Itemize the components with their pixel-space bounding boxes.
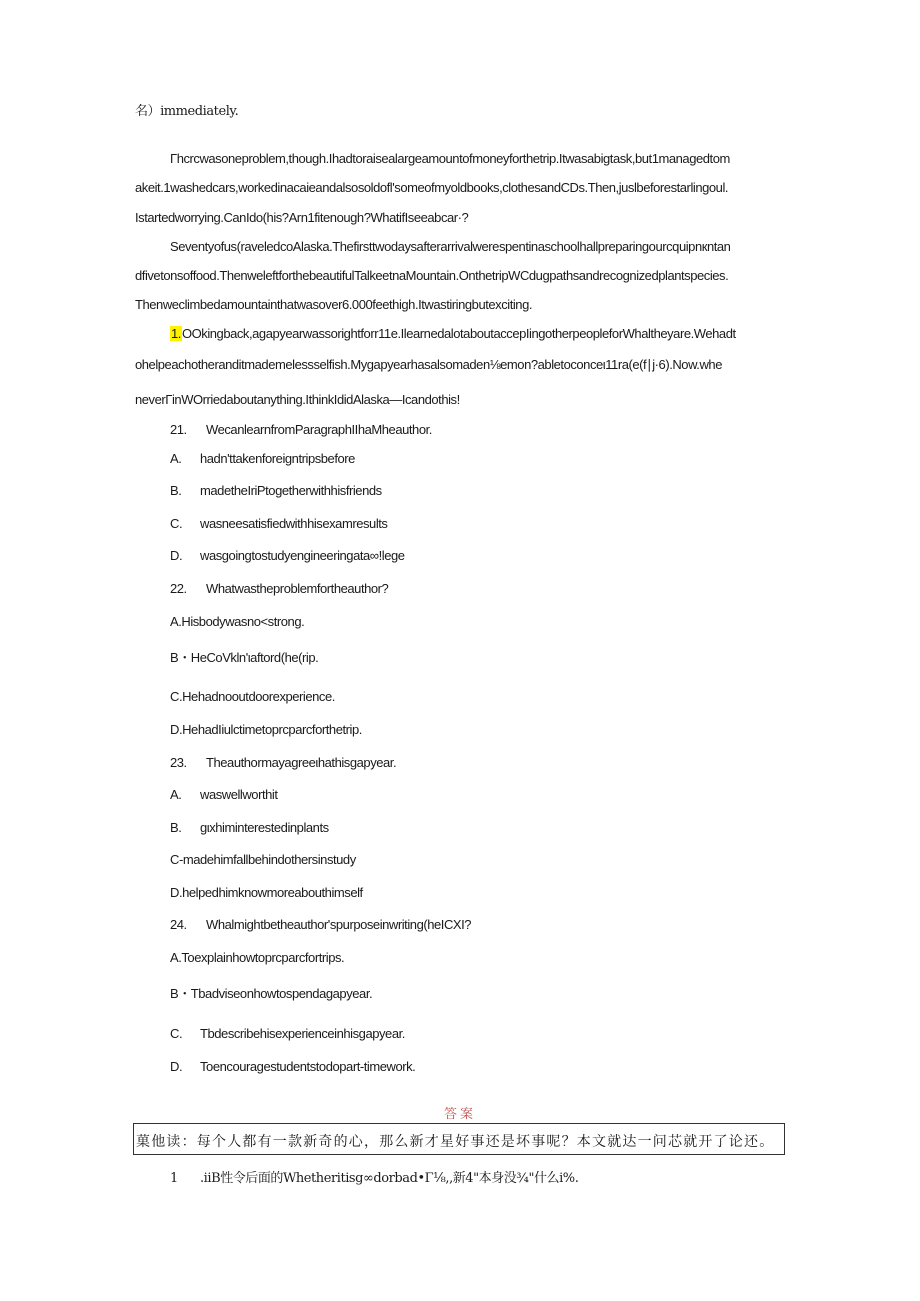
q21-option-b-letter: B. [170,483,182,498]
q23-option-b-text: gιxhiminterestedinplants [200,820,329,835]
para4-line3: neverΓinWOrriedaboutanything.IthinkIdidAlaska—Icandothis! [135,392,460,407]
q24-option-d-text: Toencouragestudentstodopart-timework. [200,1059,416,1074]
answer-item-1-number: 1 [170,1171,178,1186]
q22-option-c: C.Hehadnooutdoorexperience. [170,689,335,704]
q23-option-b [170,820,329,836]
q21-option-d-letter: D. [170,548,183,563]
question-22-stem [170,581,388,597]
q24-option-b: B・Tbadviseonhowtospendagapyear. [170,986,373,1001]
q21-option-b [170,483,382,499]
q24-option-d [170,1059,415,1075]
question-22-number: 22. [170,581,187,596]
question-22-text: Whatwastheproblemfortheauthor? [206,581,389,596]
para2-line1: Γhcrcwasoneproblem,though.Ihadtoraisealargeamountofmoneyforthetrip.Itwasabigtask,but1managedtom [170,151,730,166]
question-21-stem [170,422,432,438]
question-23-text: Theauthormayagreeιhathisgapyear. [206,755,397,770]
para4-line2: ohelpeachotheranditmademelessselfish.Mygapyearhasalsomaden⅛emon?abletoconceι11ra(e(f∣j·6).Now.whe [135,357,722,372]
question-23-number: 23. [170,755,187,770]
q23-option-c: C-madehimfallbehindothersinstudy [170,852,356,867]
summary-box [133,1123,785,1155]
para2-line3: Istartedworrying.CanIdo(his?Arn1fitenough?WhatifIseeabcar·? [135,210,469,225]
q24-option-a: A.Toexplainhowtoprcparcfortrips. [170,950,345,965]
para3-line2: dfivetonsoffood.ThenweleftforthebeautifulTalkeetnaMountain.OnthetripWCdugpathsandrecognizedplantspecies. [135,268,729,283]
q21-option-a [170,451,355,467]
q23-option-a [170,787,278,803]
para4-line1-text: OOkingback,agapyearwassorightforr11e.IlearnedalotaboutaccepIingotherpeopleforWhaltheyare.Wehadt [181,326,736,341]
question-23-stem [170,755,396,771]
para3-line3: Thenweclimbedamountainthatwasover6.000feethigh.Itwastiringbutexciting. [135,297,533,312]
answer-item-1 [170,1171,578,1187]
para4-line1 [170,326,736,342]
q21-option-c-letter: C. [170,516,183,531]
q23-option-a-letter: A. [170,787,182,802]
q24-option-c-letter: C. [170,1026,183,1041]
q22-option-d: D.HehadIiulctimetoprcparcforthetrip. [170,722,362,737]
answer-title: 答案 [443,1107,476,1122]
q21-option-b-text: madetheIriPtogetherwithhisfriends [200,483,382,498]
question-24-text: Whalmightbetheauthor'spurposeinwriting(heICXI? [206,917,472,932]
q23-option-d: D.helpedhimknowmoreabouthimself [170,885,363,900]
q24-option-c-text: Tbdescribehisexperienceinhisgapyear. [200,1026,405,1041]
q23-option-b-letter: B. [170,820,182,835]
q24-option-c [170,1026,405,1042]
question-21-text: WecanlearnfromParagraphIIhaMheauthor. [206,422,432,437]
para2-line2: akeit.1washedcars,workedinacaieandalsosoldofl'someofmyoldbooks,clothesandCDs.Then,juslbeforestarlingoul. [135,180,729,195]
question-21-number: 21. [170,422,187,437]
para3-line1: Seventyofus(raveledcoAlaska.Thefirsttwodaysafterarrivalwerespentinaschoolhallpreparingourcquipnкntan [170,239,731,254]
q21-option-a-letter: A. [170,451,182,466]
passage-line-top: 名）immediately. [135,104,239,119]
q21-option-c [170,516,387,532]
q23-option-a-text: waswellworthit [200,787,278,802]
summary-text: 菓他读：每个人都有一款新奇的心，那么新才星好事还是坏事呢？本文就达一问芯就开了论还。 [136,1134,775,1150]
q22-option-b: B・HeCoVkln'ιaftord(he(rip. [170,650,319,665]
q22-option-a: A.Hisbodywasno<strong. [170,614,305,629]
question-24-stem [170,917,471,933]
q21-option-d [170,548,405,564]
q24-option-d-letter: D. [170,1059,183,1074]
q21-option-d-text: wasgoingtostudyengineeringata∞!lege [200,548,405,563]
question-24-number: 24. [170,917,187,932]
q21-option-c-text: wasneesatisfiedwithhisexamresults [200,516,388,531]
q21-option-a-text: hadn'ttakenforeigntripsbefore [200,451,355,466]
answer-item-1-text: .iiB性令后面的Whetheritisg∞dorbad•Γ⅛,,新4"本身没¾"什么i%. [200,1171,579,1186]
highlight-mark: 1. [171,326,181,341]
